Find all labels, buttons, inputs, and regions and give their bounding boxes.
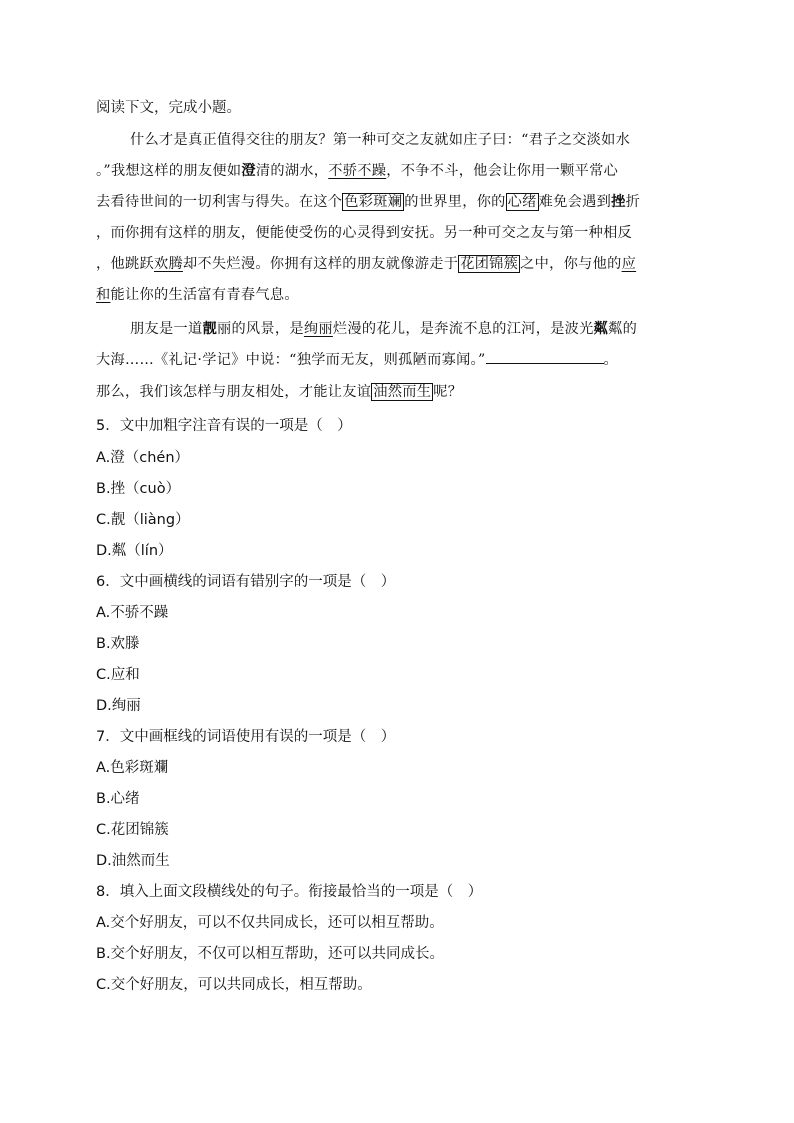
question-7-option-c: C.花团锦簇	[96, 822, 169, 838]
passage-line-9: 那么，我们该怎样与朋友相处，才能让友谊 油然而生 呢？	[96, 384, 463, 400]
bold-char-lin: 粼	[593, 321, 609, 337]
passage-line-4: ，而你拥有这样的朋友，便能使受伤的心灵得到安抚。另一种可交之友与第一种相反	[96, 225, 633, 241]
question-5-stem: 5．文中加粗字注音有误的一项是（ ）	[96, 418, 352, 434]
passage-line-1: 什么才是真正值得交往的朋友？第一种可交之友就如庄子曰：“君子之交淡如水	[130, 132, 631, 148]
boxed-word-xinxu: 心绪	[507, 194, 537, 210]
boxed-word-huatuanjincu: 花团锦簇	[460, 256, 519, 272]
question-6-stem: 6．文中画横线的词语有错别字的一项是（ ）	[96, 574, 396, 590]
question-6-option-c: C.应和	[96, 667, 140, 683]
bold-char-liang: 靓	[202, 321, 217, 337]
underlined-word-yinghe-part2: 和	[96, 287, 111, 303]
question-8-option-a: A.交个好朋友，可以不仅共同成长，还可以相互帮助。	[96, 915, 444, 931]
underlined-word-bujiaobuzao: 不骄不躁	[328, 163, 387, 179]
boxed-word-secaibanlan: 色彩斑斓	[344, 194, 403, 210]
question-7-stem: 7．文中画框线的词语使用有误的一项是（ ）	[96, 729, 396, 745]
question-8-option-c: C.交个好朋友，可以共同成长，相互帮助。	[96, 977, 372, 993]
bold-char-cheng: 澄	[241, 163, 256, 179]
question-6-option-a: A.不骄不躁	[96, 605, 169, 621]
question-7-option-a: A.色彩斑斕	[96, 760, 169, 776]
question-7-option-d: D.油然而生	[96, 853, 170, 869]
boxed-word-youranersheng: 油然而生	[373, 384, 432, 400]
question-8-stem: 8．填入上面文段横线处的句子。衔接最恰当的一项是（ ）	[96, 884, 483, 900]
question-5-option-d: D.粼（lín）	[96, 543, 173, 559]
question-7-option-b: B.心绪	[96, 791, 140, 807]
intro-instruction: 阅读下文，完成小题。	[96, 100, 241, 116]
bold-char-cuo: 挫	[611, 194, 626, 210]
question-6-option-b: B.欢滕	[96, 636, 140, 652]
passage-line-2: 。”我想这样的朋友便如澄清的湖水，不骄不躁，不争不斗，他会让你用一颗平常心	[96, 163, 619, 179]
passage-line-6: 和能让你的生活富有青春气息。	[96, 287, 299, 303]
passage-line-7: 朋友是一道靓丽的风景，是绚丽烂漫的花儿，是奔流不息的江河，是波光粼粼的	[130, 321, 638, 337]
question-6-option-d: D.绚丽	[96, 698, 141, 714]
question-5-option-a: A.澄（chén）	[96, 450, 190, 466]
question-5-option-b: B.挫（cuò）	[96, 481, 181, 497]
passage-line-3: 去看待世间的一切利害与得失。在这个 色彩斑斓 的世界里，你的 心绪 难免会遇到挫折	[96, 194, 641, 210]
underlined-word-xuanli: 绚丽	[303, 321, 333, 337]
fill-in-blank	[486, 349, 604, 364]
question-8-option-b: B.交个好朋友，不仅可以相互帮助，还可以共同成长。	[96, 946, 445, 962]
underlined-word-huanteng: 欢腾	[153, 256, 183, 272]
passage-line-8: 大海……《礼记·学记》中说：“独学而无友，则孤陋而寡闻。” 。	[96, 348, 618, 372]
question-5-option-c: C.靓（liàng）	[96, 512, 190, 528]
passage-line-5: ，他跳跃欢腾却不失烂漫。你拥有这样的朋友就像游走于 花团锦簇 之中，你与他的应	[96, 256, 637, 272]
underlined-word-yinghe-part1: 应	[621, 256, 637, 272]
